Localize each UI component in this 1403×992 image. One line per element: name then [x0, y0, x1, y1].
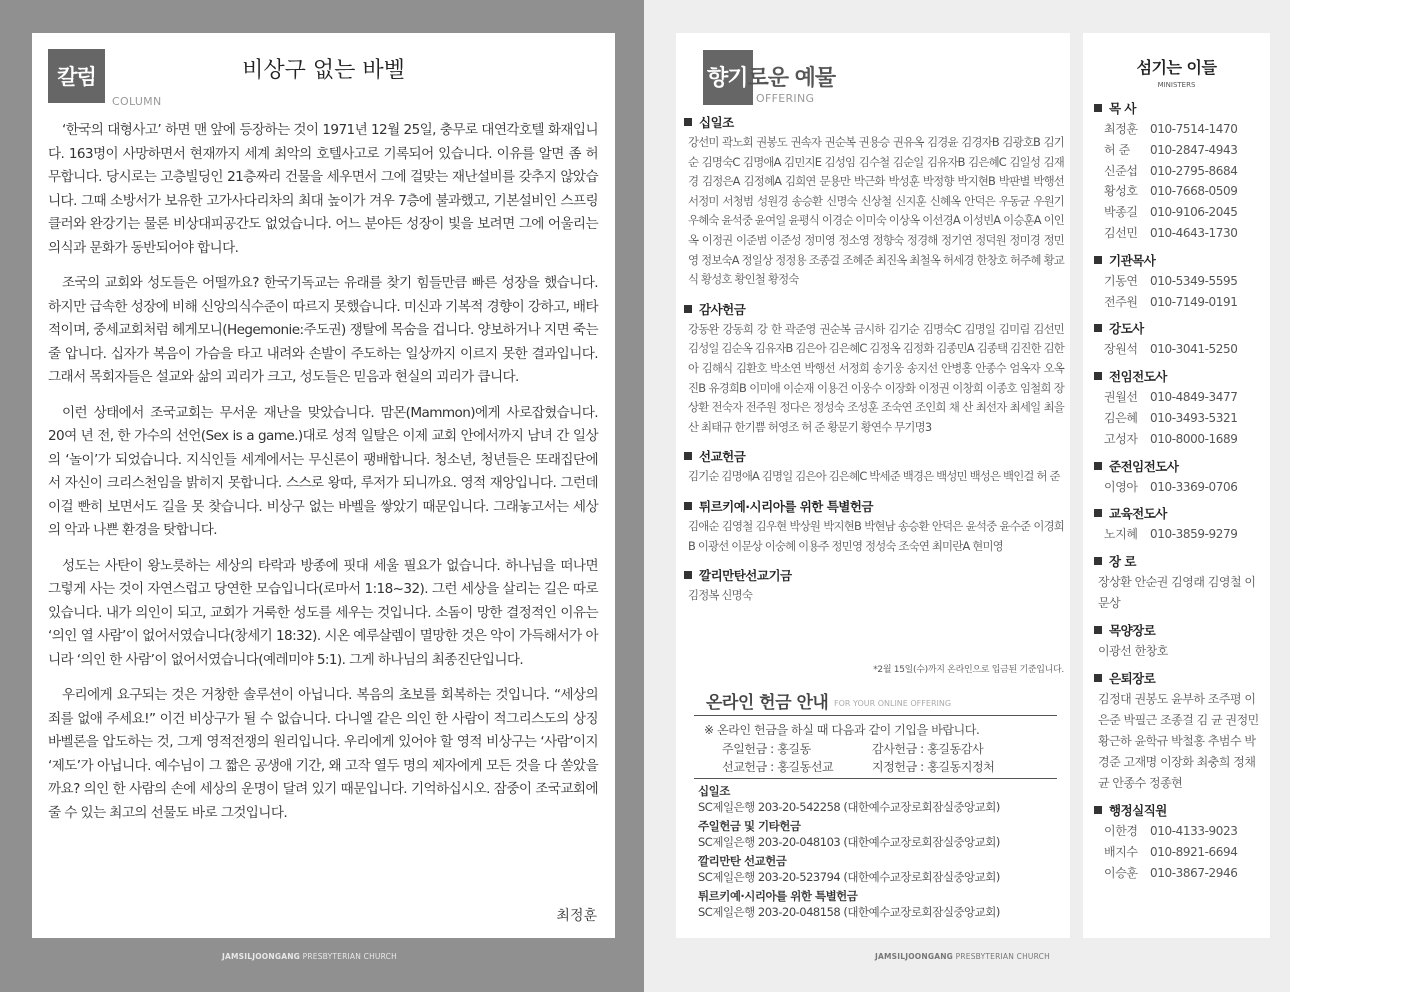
column-tag: 칼럼 — [48, 49, 105, 103]
offering-section-head — [684, 447, 1064, 465]
column-paragraph: 성도는 사탄이 왕노릇하는 세상의 타락과 방종에 핏대 세울 필요가 없습니다. 하나님을 떠나면 그렇게 사는 것이 자연스럽고 당연한 모습입니다(로마서 1:18~32). 그런 세상을 살리는 길은 따로 있습니다. 내가 의인이 되고, 교회가 거룩한 성도를 세우는 것입니다. 소돔이 망한 결정적인 이유는 ‘의인 열 사람’이 없어서였습니다(창세기 18:32). 시온 예루살렘이 멸망한 것은 악이 가득해서가 아니라 ‘의인 한 사람’이 없어서였습니다(예레미야 5:1). 그게 하나님의 최종진단입니다. — [48, 557, 598, 668]
offering-section-label: 감사헌금 — [699, 301, 746, 317]
example-entry: 주일헌금 : 홍길동 — [722, 742, 811, 756]
ministers-section-label: 강도사 — [1109, 321, 1144, 337]
minister-name: 김선민 — [1104, 225, 1138, 240]
minister-row — [1094, 429, 1266, 450]
minister-name: 황성호 — [1104, 184, 1138, 199]
bullet-square-icon — [684, 571, 692, 579]
minister-row — [1094, 140, 1266, 161]
offering-title-rest: 로운 예물 — [747, 66, 836, 91]
offering-names: 강선미 곽노회 권봉도 권속자 권순복 권용승 권유옥 김경윤 김경자B 김광호B 김기순 김명숙C 김명애A 김민지E 김성임 김수철 김순일 김유자B 김은혜C 김일성 김재경 김정은A 김정혜A 김희연 문용만 박근화 박성훈 박정향 박지현B 박판별 박행선 서정미 서청범 성원경 송승환 신명숙 신상철 신지훈 신혜옥 안덕은 우동균 우원기 우혜숙 윤석중 윤여일 윤평식 이경순 이미숙 이상옥 이선경A 이성빈A 이승훈A 이인옥 이정권 이준범 이준성 정미영 정소영 정향숙 정경해 정기연 정덕원 정미경 정민영 정보숙A 정일상 정정용 조종걸 조혜준 최진옥 최철옥 허세경 한창호 허주혜 황교식 황성호 황인철 황정숙 — [688, 135, 1064, 287]
bullet-square-icon — [1094, 372, 1102, 380]
minister-row — [1094, 271, 1266, 292]
minister-name: 허 준 — [1104, 142, 1130, 157]
offering-note: *2월 15일(수)까지 온라인으로 입금된 기준입니다. — [873, 665, 1064, 675]
bank-account-name: 깔리만탄 선교헌금 — [698, 854, 787, 868]
ministers-section-head — [1094, 504, 1266, 524]
offering-section — [684, 566, 1064, 606]
online-offering-title: 온라인 헌금 안내 — [706, 693, 829, 713]
offering-names: 강동완 강동희 강 한 곽준영 권순복 금시하 김기순 김명숙C 김명일 김미림 김선민 김성일 김순옥 김유자B 김은아 김은혜C 김정옥 김정화 김종민A 김종택 김진한 김한아 김해식 김환호 박소연 박행선 서정희 송기웅 송지선 안병홍 안종수 엄옥자 오옥진B 유경희B 이미애 이순재 이용건 이웅수 이장화 이정권 이창희 이종호 임철희 장상환 전숙자 전주원 정다은 정성숙 조성훈 조숙연 조인희 채 산 최선자 최세일 최을산 최태규 한기쁨 허영조 허 준 황문기 황연수 무기명3 — [688, 321, 1064, 434]
offering-tag-sub: OFFERING — [756, 92, 815, 105]
bank-account-number: SC제일은행 203-20-542258 (대한예수교장로회잠실중앙교회) — [698, 800, 1000, 814]
minister-phone: 010-3859-9279 — [1150, 527, 1238, 542]
column-paragraph: 조국의 교회와 성도들은 어떨까요? 한국기독교는 유래를 찾기 힘들만큼 빠른 성장을 했습니다. 하지만 급속한 성장에 비해 신앙의식수준이 따르지 못했습니다. 미신과 기복적 경향이 강하고, 배타적이며, 중세교회처럼 헤게모니(Hegemonie:주도권) 쟁탈에 목숨을 겁니다. 양보하거나 지면 죽는 줄 압니다. 십자가 복음이 가슴을 타고 내려와 손발이 주도하는 일상까지 이르지 못한 결과입니다. 그래서 목회자들은 설교와 삶의 괴리가 크고, 성도들은 믿음과 현실의 괴리가 큽니다. — [48, 275, 598, 385]
bullet-square-icon — [684, 502, 692, 510]
offering-list — [684, 113, 1064, 616]
minister-name: 최정훈 — [1104, 122, 1138, 136]
column-author: 최정훈 — [556, 908, 597, 924]
minister-name: 고성자 — [1104, 431, 1138, 446]
offering-section-label: 선교헌금 — [699, 449, 746, 465]
bullet-square-icon — [684, 305, 692, 313]
bullet-square-icon — [1094, 324, 1102, 332]
ministers-names: 장상환 안순권 김영래 김영철 이문상 — [1098, 575, 1256, 611]
bullet-square-icon — [1094, 806, 1102, 814]
column-panel — [32, 33, 615, 938]
ministers-section — [1094, 669, 1266, 794]
ministers-section-label: 목 사 — [1109, 101, 1137, 116]
bullet-square-icon — [1094, 462, 1102, 470]
offering-names: 김기순 김명애A 김명일 김은아 김은혜C 박세준 백경은 백성민 백성은 백인걸 허 준 — [688, 469, 1060, 484]
ministers-section-label: 목양장로 — [1109, 623, 1156, 639]
minister-phone: 010-9106-2045 — [1150, 205, 1238, 220]
minister-name: 박종길 — [1104, 205, 1138, 220]
offering-section-head — [684, 566, 1064, 584]
offering-names: 김정복 신명숙 — [688, 588, 753, 603]
ministers-section-label: 장 로 — [1109, 554, 1137, 570]
column-body — [48, 119, 598, 837]
offering-section — [684, 447, 1064, 487]
bank-account-number: SC제일은행 203-20-048158 (대한예수교장로회잠실중앙교회) — [698, 905, 1000, 919]
bank-account-number: SC제일은행 203-20-048103 (대한예수교장로회잠실중앙교회) — [698, 835, 1000, 849]
ministers-section — [1094, 99, 1266, 244]
footer-left-rest: PRESBYTERIAN CHURCH — [300, 952, 397, 961]
column-tag-sub: COLUMN — [112, 95, 162, 108]
minister-name: 노지혜 — [1104, 527, 1138, 542]
minister-phone: 010-2795-8684 — [1150, 163, 1238, 178]
minister-row — [1094, 181, 1266, 202]
minister-row — [1094, 821, 1266, 842]
minister-name: 이승훈 — [1104, 865, 1138, 880]
offering-section-head — [684, 300, 1064, 318]
bank-account-name: 튀르키예·시리아를 위한 특별헌금 — [698, 889, 858, 903]
ministers-section — [1094, 504, 1266, 545]
example-entry: 선교헌금 : 홍길동선교 — [722, 760, 834, 774]
column-paragraph: ‘한국의 대형사고’ 하면 맨 앞에 등장하는 것이 1971년 12월 25일, 충무로 대연각호텔 화재입니다. 163명이 사망하면서 현재까지 세계 최악의 호텔사고로 기록되어 있습니다. 이유를 알면 좀 허무합니다. 당시로는 고층빌딩인 21층짜리 건물을 세우면서 그에 걸맞는 재난설비를 갖추지 않았습니다. 그때 소방서가 보유한 고가사다리차의 최대 높이가 겨우 7층에 불과했고, 기본설비인 스프링클러와 완강기는 물론 비상대피공간도 없었습니다. 어느 분야든 성장이 빛을 보려면 그에 어울리는 의식과 문화가 동반되어야 합니다. — [48, 122, 598, 256]
bullet-square-icon — [1094, 674, 1102, 682]
ministers-section-head — [1094, 457, 1266, 477]
ministers-names: 김정대 권봉도 윤부하 조주평 이은준 박필근 조종걸 김 균 권정민 황근하 윤학규 박철홍 추범수 박경준 고재명 이장화 최충희 정채균 안종수 정종현 — [1098, 692, 1259, 791]
offering-section — [684, 497, 1064, 556]
ministers-section — [1094, 251, 1266, 313]
minister-phone: 010-8921-6694 — [1150, 844, 1238, 859]
divider — [694, 778, 1057, 779]
minister-phone: 010-5349-5595 — [1150, 273, 1238, 288]
ministers-section-head — [1094, 367, 1266, 387]
column-paragraph: 이런 상태에서 조국교회는 무서운 재난을 맞았습니다. 맘몬(Mammon)에게 사로잡혔습니다. 20여 년 전, 한 가수의 선언(Sex is a game.)대로 성적 일탈은 이제 교회 안에서까지 남녀 간 일상의 ‘놀이’가 되었습니다. 지식인들 세계에서는 무신론이 팽배합니다. 청소년, 청년들은 또래집단에서 자신이 크리스천임을 밝히지 못합니다. 스스로 왕따, 루저가 되니까요. 영적 재앙입니다. 그런데 이걸 빤히 보면서도 길을 못 찾습니다. 비상구 없는 바벨을 쌓았기 때문입니다. 그래놓고서는 세상의 악과 나쁜 환경을 탓합니다. — [48, 404, 598, 538]
ministers-section-head — [1094, 669, 1266, 689]
ministers-names: 이광선 한창호 — [1098, 644, 1168, 659]
minister-name: 장원석 — [1104, 342, 1138, 357]
minister-phone: 010-7514-1470 — [1150, 122, 1238, 136]
ministers-section-label: 기관목사 — [1109, 252, 1156, 268]
bank-account-number: SC제일은행 203-20-523794 (대한예수교장로회잠실중앙교회) — [698, 870, 1000, 884]
ministers-subtitle: MINISTERS — [1157, 81, 1196, 89]
minister-name: 배지수 — [1104, 844, 1138, 859]
offering-title-highlight: 향기 — [707, 66, 748, 91]
ministers-section-head — [1094, 552, 1266, 572]
minister-name: 이한경 — [1104, 824, 1138, 839]
ministers-section — [1094, 801, 1266, 883]
ministers-section-label: 은퇴장로 — [1109, 671, 1156, 687]
ministers-section-label: 준전임전도사 — [1109, 458, 1179, 474]
minister-name: 기동연 — [1104, 273, 1138, 288]
offering-panel — [676, 33, 1070, 938]
bullet-square-icon — [1094, 626, 1102, 634]
minister-name: 이영아 — [1104, 479, 1138, 494]
minister-phone: 010-7149-0191 — [1150, 294, 1238, 309]
bullet-square-icon — [1094, 104, 1102, 112]
minister-row — [1094, 387, 1266, 408]
ministers-section-label: 교육전도사 — [1109, 506, 1167, 522]
ministers-section-label: 전임전도사 — [1109, 369, 1167, 385]
bank-account — [698, 888, 1058, 920]
offering-section — [684, 113, 1064, 290]
minister-phone: 010-4133-9023 — [1150, 824, 1238, 839]
ministers-section — [1094, 621, 1266, 662]
ministers-title: 섬기는 이들 — [1136, 58, 1217, 77]
bullet-square-icon — [684, 118, 692, 126]
minister-row — [1094, 524, 1266, 545]
ministers-section — [1094, 552, 1266, 614]
ministers-section-head — [1094, 319, 1266, 339]
bank-account — [698, 818, 1058, 850]
minister-row — [1094, 863, 1266, 884]
offering-names: 김애순 김영철 김우현 박상원 박지현B 박현남 송승환 안덕은 윤석중 윤수준 이경희B 이광선 이문상 이숭혜 이용주 정민영 정성숙 조숙연 최미란A 현미영 — [688, 518, 1064, 553]
minister-phone: 010-3369-0706 — [1150, 479, 1238, 494]
offering-title — [707, 61, 835, 92]
ministers-section — [1094, 367, 1266, 449]
minister-row — [1094, 202, 1266, 223]
offering-section-label: 깔리만탄선교기금 — [699, 568, 792, 584]
minister-phone: 010-4643-1730 — [1150, 225, 1238, 240]
minister-phone: 010-8000-1689 — [1150, 431, 1238, 446]
bank-account-list — [698, 783, 1058, 923]
minister-row — [1094, 408, 1266, 429]
ministers-section-label: 행정실직원 — [1109, 803, 1167, 819]
bank-account — [698, 853, 1058, 885]
minister-row — [1094, 842, 1266, 863]
example-entry: 감사헌금 : 홍길동감사 — [872, 742, 984, 756]
online-offering-subtitle: FOR YOUR ONLINE OFFERING — [834, 699, 952, 708]
bullet-square-icon — [684, 452, 692, 460]
bullet-square-icon — [1094, 509, 1102, 517]
minister-phone: 010-2847-4943 — [1150, 142, 1238, 157]
minister-row — [1094, 223, 1266, 244]
online-offering-note: ※ 온라인 헌금을 하실 때 다음과 같이 기입을 바랍니다. — [704, 723, 980, 737]
bank-account-name: 주일헌금 및 기타헌금 — [698, 819, 801, 833]
bank-account-name: 십일조 — [698, 784, 730, 798]
minister-phone: 010-4849-3477 — [1150, 390, 1238, 405]
ministers-list — [1094, 99, 1266, 891]
minister-phone: 010-3041-5250 — [1150, 342, 1238, 357]
bullet-square-icon — [1094, 256, 1102, 264]
minister-phone: 010-3867-2946 — [1150, 865, 1238, 880]
footer-right-bold: JAMSILJOONGANG — [875, 952, 954, 961]
offering-section-label: 십일조 — [699, 115, 734, 130]
ministers-section-head — [1094, 251, 1266, 271]
ministers-section — [1094, 457, 1266, 498]
minister-name: 권월선 — [1104, 390, 1138, 405]
column-title: 비상구 없는 바벨 — [242, 58, 405, 83]
minister-name: 전주원 — [1104, 294, 1138, 309]
minister-row — [1094, 339, 1266, 360]
footer-left — [222, 952, 397, 961]
ministers-section-head — [1094, 801, 1266, 821]
ministers-section-head — [1094, 99, 1266, 119]
footer-left-bold: JAMSILJOONGANG — [222, 952, 301, 961]
bullet-square-icon — [1094, 557, 1102, 565]
example-entry: 지정헌금 : 홍길동지정처 — [872, 760, 995, 774]
offering-section-head — [684, 113, 1064, 131]
minister-row — [1094, 119, 1266, 140]
minister-row — [1094, 477, 1266, 498]
offering-section-label: 튀르키예·시리아를 위한 특별헌금 — [699, 498, 874, 514]
minister-phone: 010-7668-0509 — [1150, 184, 1238, 199]
footer-right — [875, 952, 1050, 961]
ministers-section-head — [1094, 621, 1266, 641]
divider — [694, 715, 1057, 716]
online-offering-examples — [722, 740, 1022, 776]
ministers-panel — [1083, 33, 1270, 938]
column-paragraph: 우리에게 요구되는 것은 거창한 솔루션이 아닙니다. 복음의 초보를 회복하는 것입니다. “세상의 죄를 없애 주세요!” 이건 비상구가 될 수 없습니다. 다니엘 같은 의인 한 사람이 적그리스도의 상징 바벨론을 압도하는 것, 그게 영적전쟁의 원리입니다. 우리에게 있어야 할 영적 비상구는 ‘사람’이지 ‘제도’가 아닙니다. 예수님이 그 짧은 공생애 기간, 왜 고작 열두 명의 제자에게 모든 것을 다 쏟았을까요? 의인 한 사람의 손에 세상의 운명이 달려 있기 때문입니다. 기억하십시오. 잠중이 조국교회에 줄 수 있는 최고의 선물도 바로 그것입니다. — [48, 687, 598, 821]
ministers-section — [1094, 319, 1266, 360]
minister-row — [1094, 161, 1266, 182]
offering-section-head — [684, 497, 1064, 515]
bank-account — [698, 783, 1058, 815]
offering-section — [684, 300, 1064, 438]
minister-row — [1094, 292, 1266, 313]
minister-name: 김은혜 — [1104, 410, 1138, 425]
minister-phone: 010-3493-5321 — [1150, 410, 1238, 425]
footer-right-rest: PRESBYTERIAN CHURCH — [953, 952, 1050, 961]
minister-name: 신준섭 — [1104, 163, 1138, 178]
